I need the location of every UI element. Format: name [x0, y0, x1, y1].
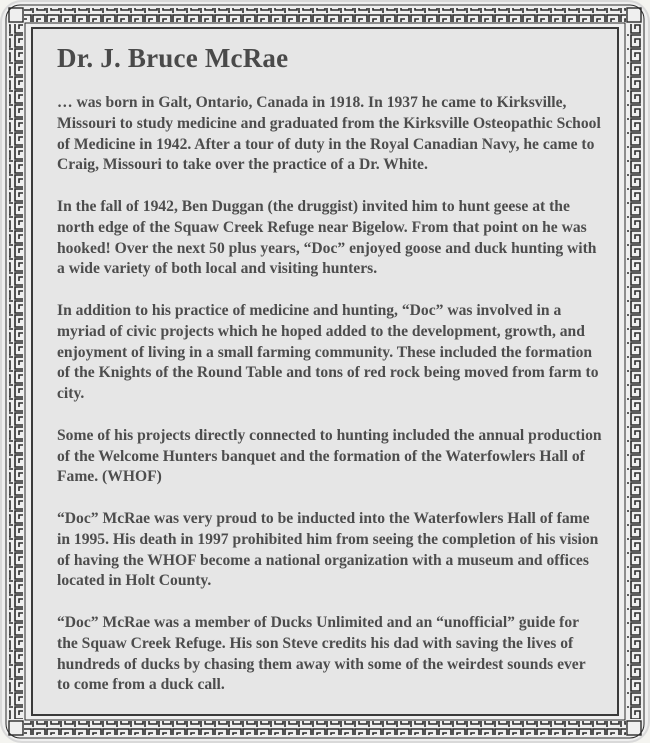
text-panel	[31, 27, 619, 716]
biography-text	[57, 93, 602, 696]
paragraph-early-life: … was born in Galt, Ontario, Canada in 1918. In 1937 he came to Kirksville, Missouri to study medicine and graduated from the Kirksville Osteopathic School of Medicine in 1942. After a tour of duty in the Royal Canadian Navy, he came to Craig, Missouri to take over the practice of a Dr. White.	[57, 94, 601, 174]
paragraph-hunting-start: In the fall of 1942, Ben Duggan (the druggist) invited him to hunt geese at the north edge of the Squaw Creek Refuge near Bigelow. From that point on he was hooked! Over the next 50 plus years, “Doc” enjoyed goose and duck hunting with a wide variety of both local and visiting hunters.	[57, 197, 597, 278]
paragraph-ducks-unlimited: “Doc” McRae was a member of Ducks Unlimited and an “unofficial” guide for the Squaw Creek Refuge. His son Steve credits his dad with saving the lives of hundreds of ducks by chasing them away with some of the weirdest sounds ever to come from a duck call.	[57, 613, 586, 694]
paragraph-civic-projects: In addition to his practice of medicine and hunting, “Doc” was involved in a myriad of civic projects which he hoped added to the development, growth, and enjoyment of living in a small farming community. These included the formation of the Knights of the Round Table and tons of red rock being moved from farm to city.	[57, 301, 599, 403]
paragraph-hall-of-fame: “Doc” McRae was very proud to be inducted into the Waterfowlers Hall of fame in 1995. His death in 1997 prohibited him from seeing the completion of his vision of having the WHOF become a national organization with a museum and offices located in Holt County.	[57, 509, 599, 590]
plaque-title: Dr. J. Bruce McRae	[57, 43, 289, 73]
paragraph-hunting-projects: Some of his projects directly connected to hunting included the annual production of the Welcome Hunters banquet and the formation of the Waterfowlers Hall of Fame. (WHOF)	[57, 426, 602, 486]
